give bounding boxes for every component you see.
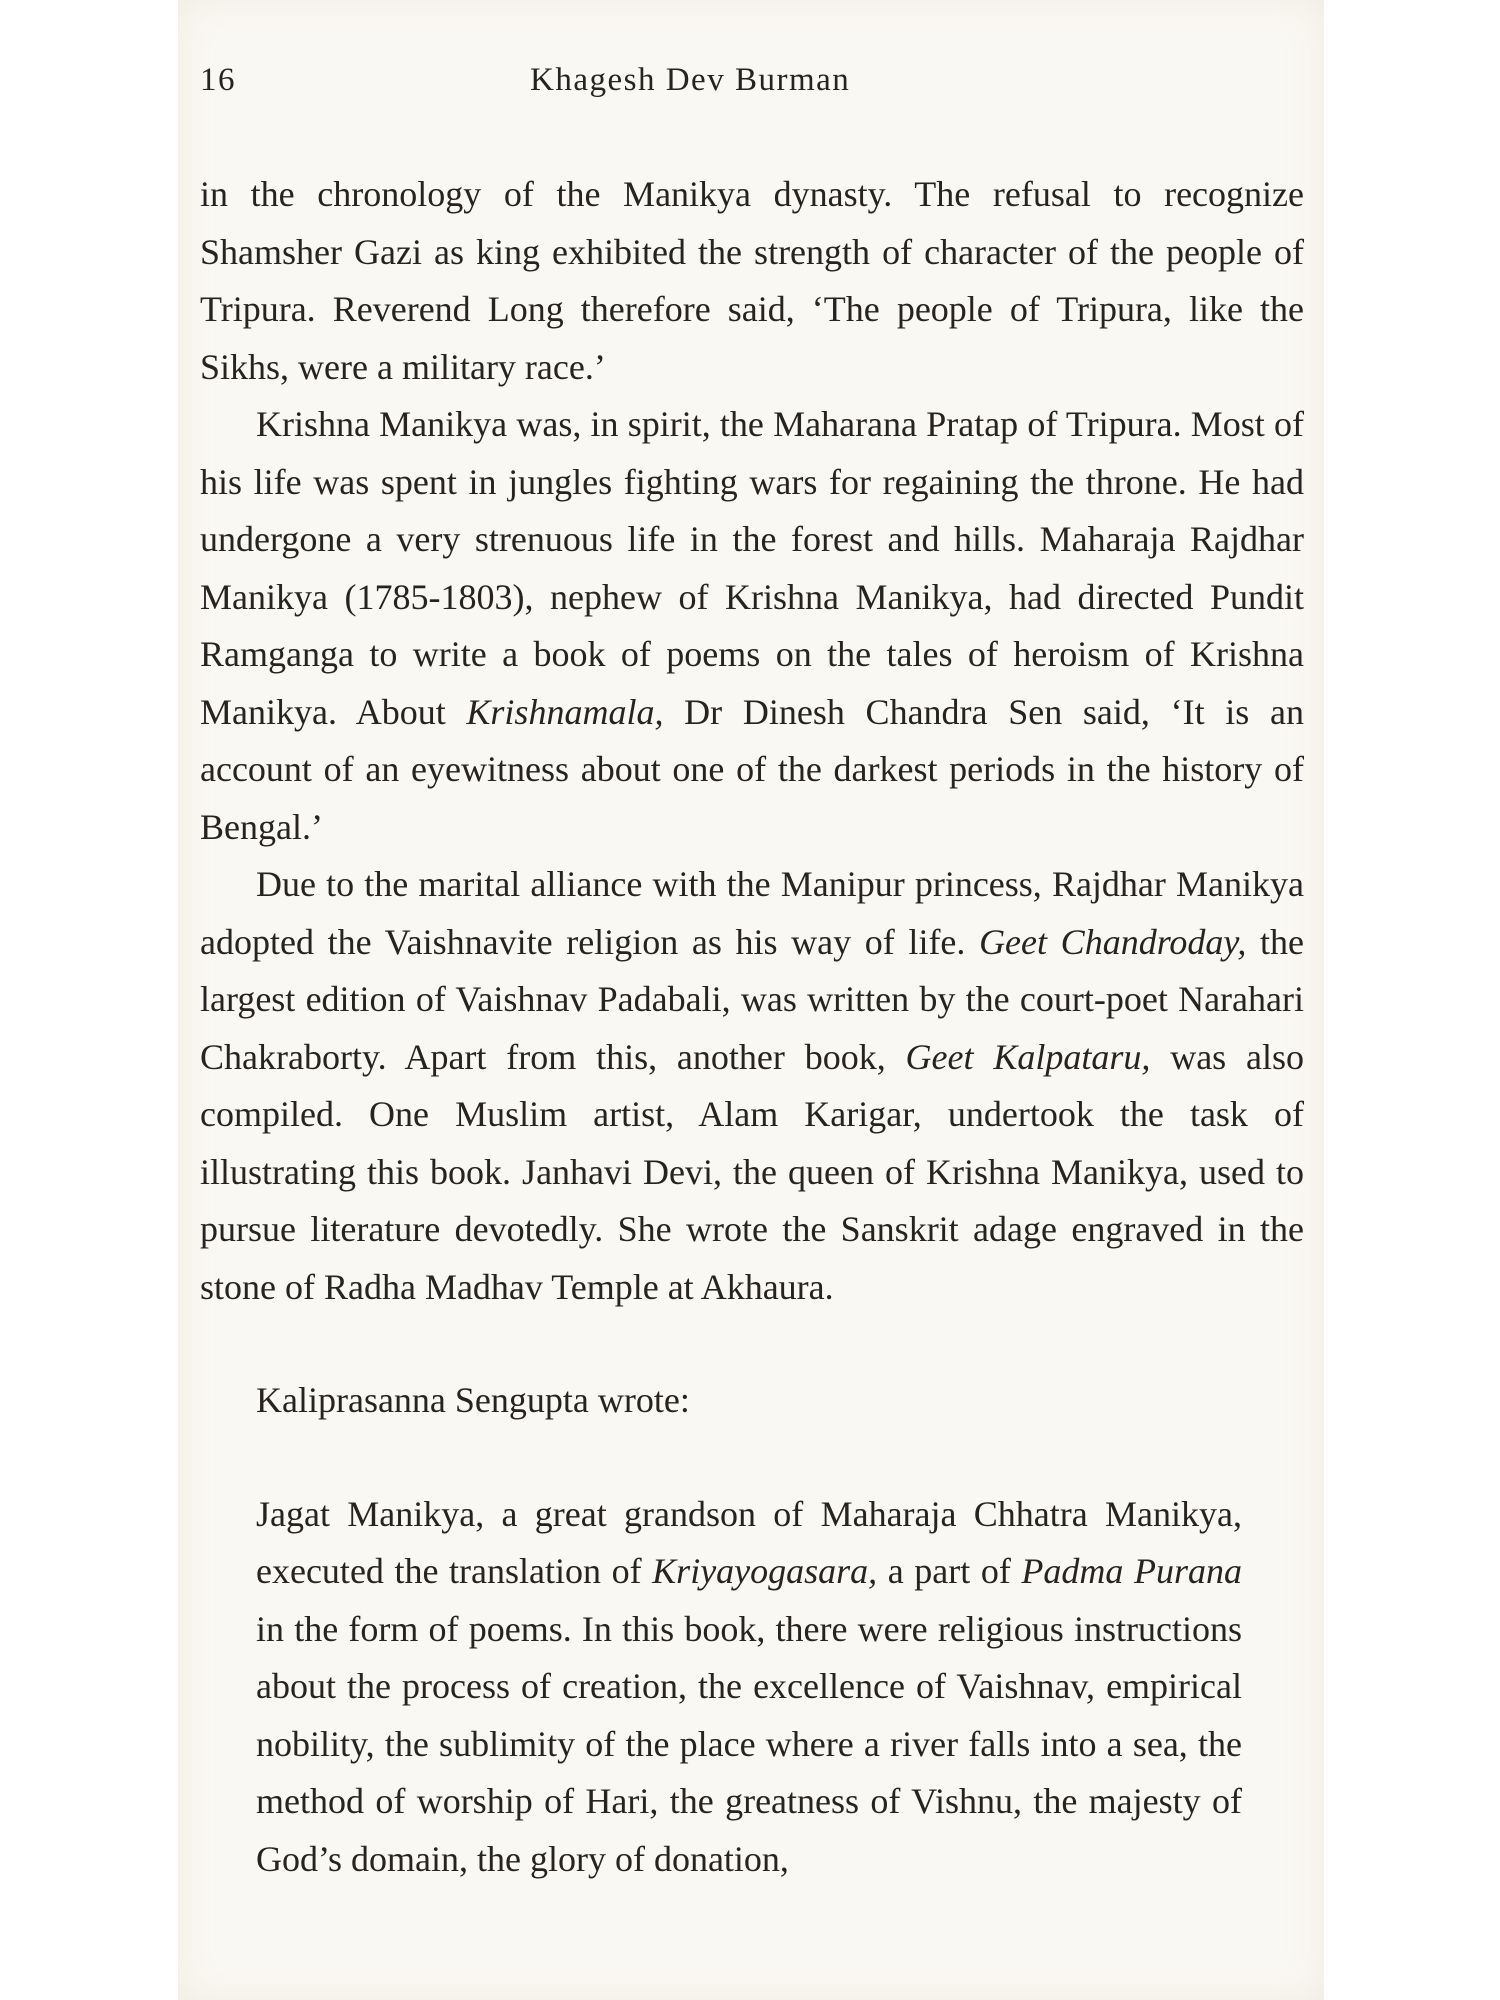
paragraph-3-text-c: was also compiled. One Muslim artist, Alam Karigar, undertook the task of illustrating this book. Janhavi Devi, the queen of Krishna Manikya, used to pursue literature devotedly. She wrote the Sanskrit adage engraved in the stone of Radha Madhav Temple at Akhaura. — [200, 1036, 1305, 1307]
title-krishnamala: Krishnamala, — [466, 691, 664, 732]
title-padma-purana: Padma Purana — [1021, 1551, 1242, 1591]
paragraph-3-text-b: the largest edition of Vaishnav Padabali, was written by the court-poet Narahari Chakraborty. Apart from this, another book, — [200, 921, 1304, 1077]
body-text — [200, 166, 1304, 1888]
paragraph-1-text: in the chronology of the Manikya dynasty. The refusal to recognize Shamsher Gazi as king exhibited the strength of character of the people of Tripura. Reverend Long therefore said, ‘The people of Tripura, like the Sikhs, were a military race.’ — [200, 174, 1304, 387]
quote-text-c: in the form of poems. In this book, there were religious instructions about the process of creation, the excellence of Vaishnav, empirical nobility, the sublimity of the place where a river falls into a sea, the method of worship of Hari, the greatness of Vishnu, the majesty of God’s domain, the glory of donation, — [256, 1608, 1242, 1879]
page-number: 16 — [200, 62, 236, 98]
paragraph-3-text-a: Due to the marital alliance with the Manipur princess, Rajdhar Manikya adopted the Vaishnavite religion as his way of life. — [200, 864, 1304, 962]
running-head — [200, 62, 1284, 102]
quote-text-b: a part of — [877, 1551, 1022, 1591]
paragraph-3 — [200, 856, 1304, 1316]
paragraph-2-text-a: Krishna Manikya was, in spirit, the Maharana Pratap of Tripura. Most of his life was spent in jungles fighting wars for regaining the throne. He had undergone a very strenuous life in the forest and hills. Maharaja Rajdhar Manikya (1785-1803), nephew of Krishna Manikya, had directed Pundit Ramganga to write a book of poems on the tales of heroism of Krishna Manikya. About — [200, 404, 1304, 732]
title-kriyayogasara: Kriyayogasara, — [652, 1551, 878, 1591]
paragraph-2 — [200, 396, 1304, 856]
quote-text-a: Jagat Manikya, a great grandson of Maharaja Chhatra Manikya, executed the translation of — [256, 1493, 1242, 1591]
paragraph-2-text-b: Dr Dinesh Chandra Sen said, ‘It is an account of an eyewitness about one of the darkest periods in the history of Bengal.’ — [200, 691, 1305, 847]
paragraph-1 — [200, 166, 1304, 396]
running-head-author: Khagesh Dev Burman — [530, 62, 851, 98]
title-geet-chandroday: Geet Chandroday, — [979, 921, 1247, 962]
quote-intro: Kaliprasanna Sengupta wrote: — [256, 1380, 690, 1420]
title-geet-kalpataru: Geet Kalpataru, — [905, 1036, 1151, 1077]
paragraph-4 — [200, 1372, 1304, 1430]
book-page — [178, 0, 1324, 2000]
block-quote — [256, 1486, 1242, 1889]
